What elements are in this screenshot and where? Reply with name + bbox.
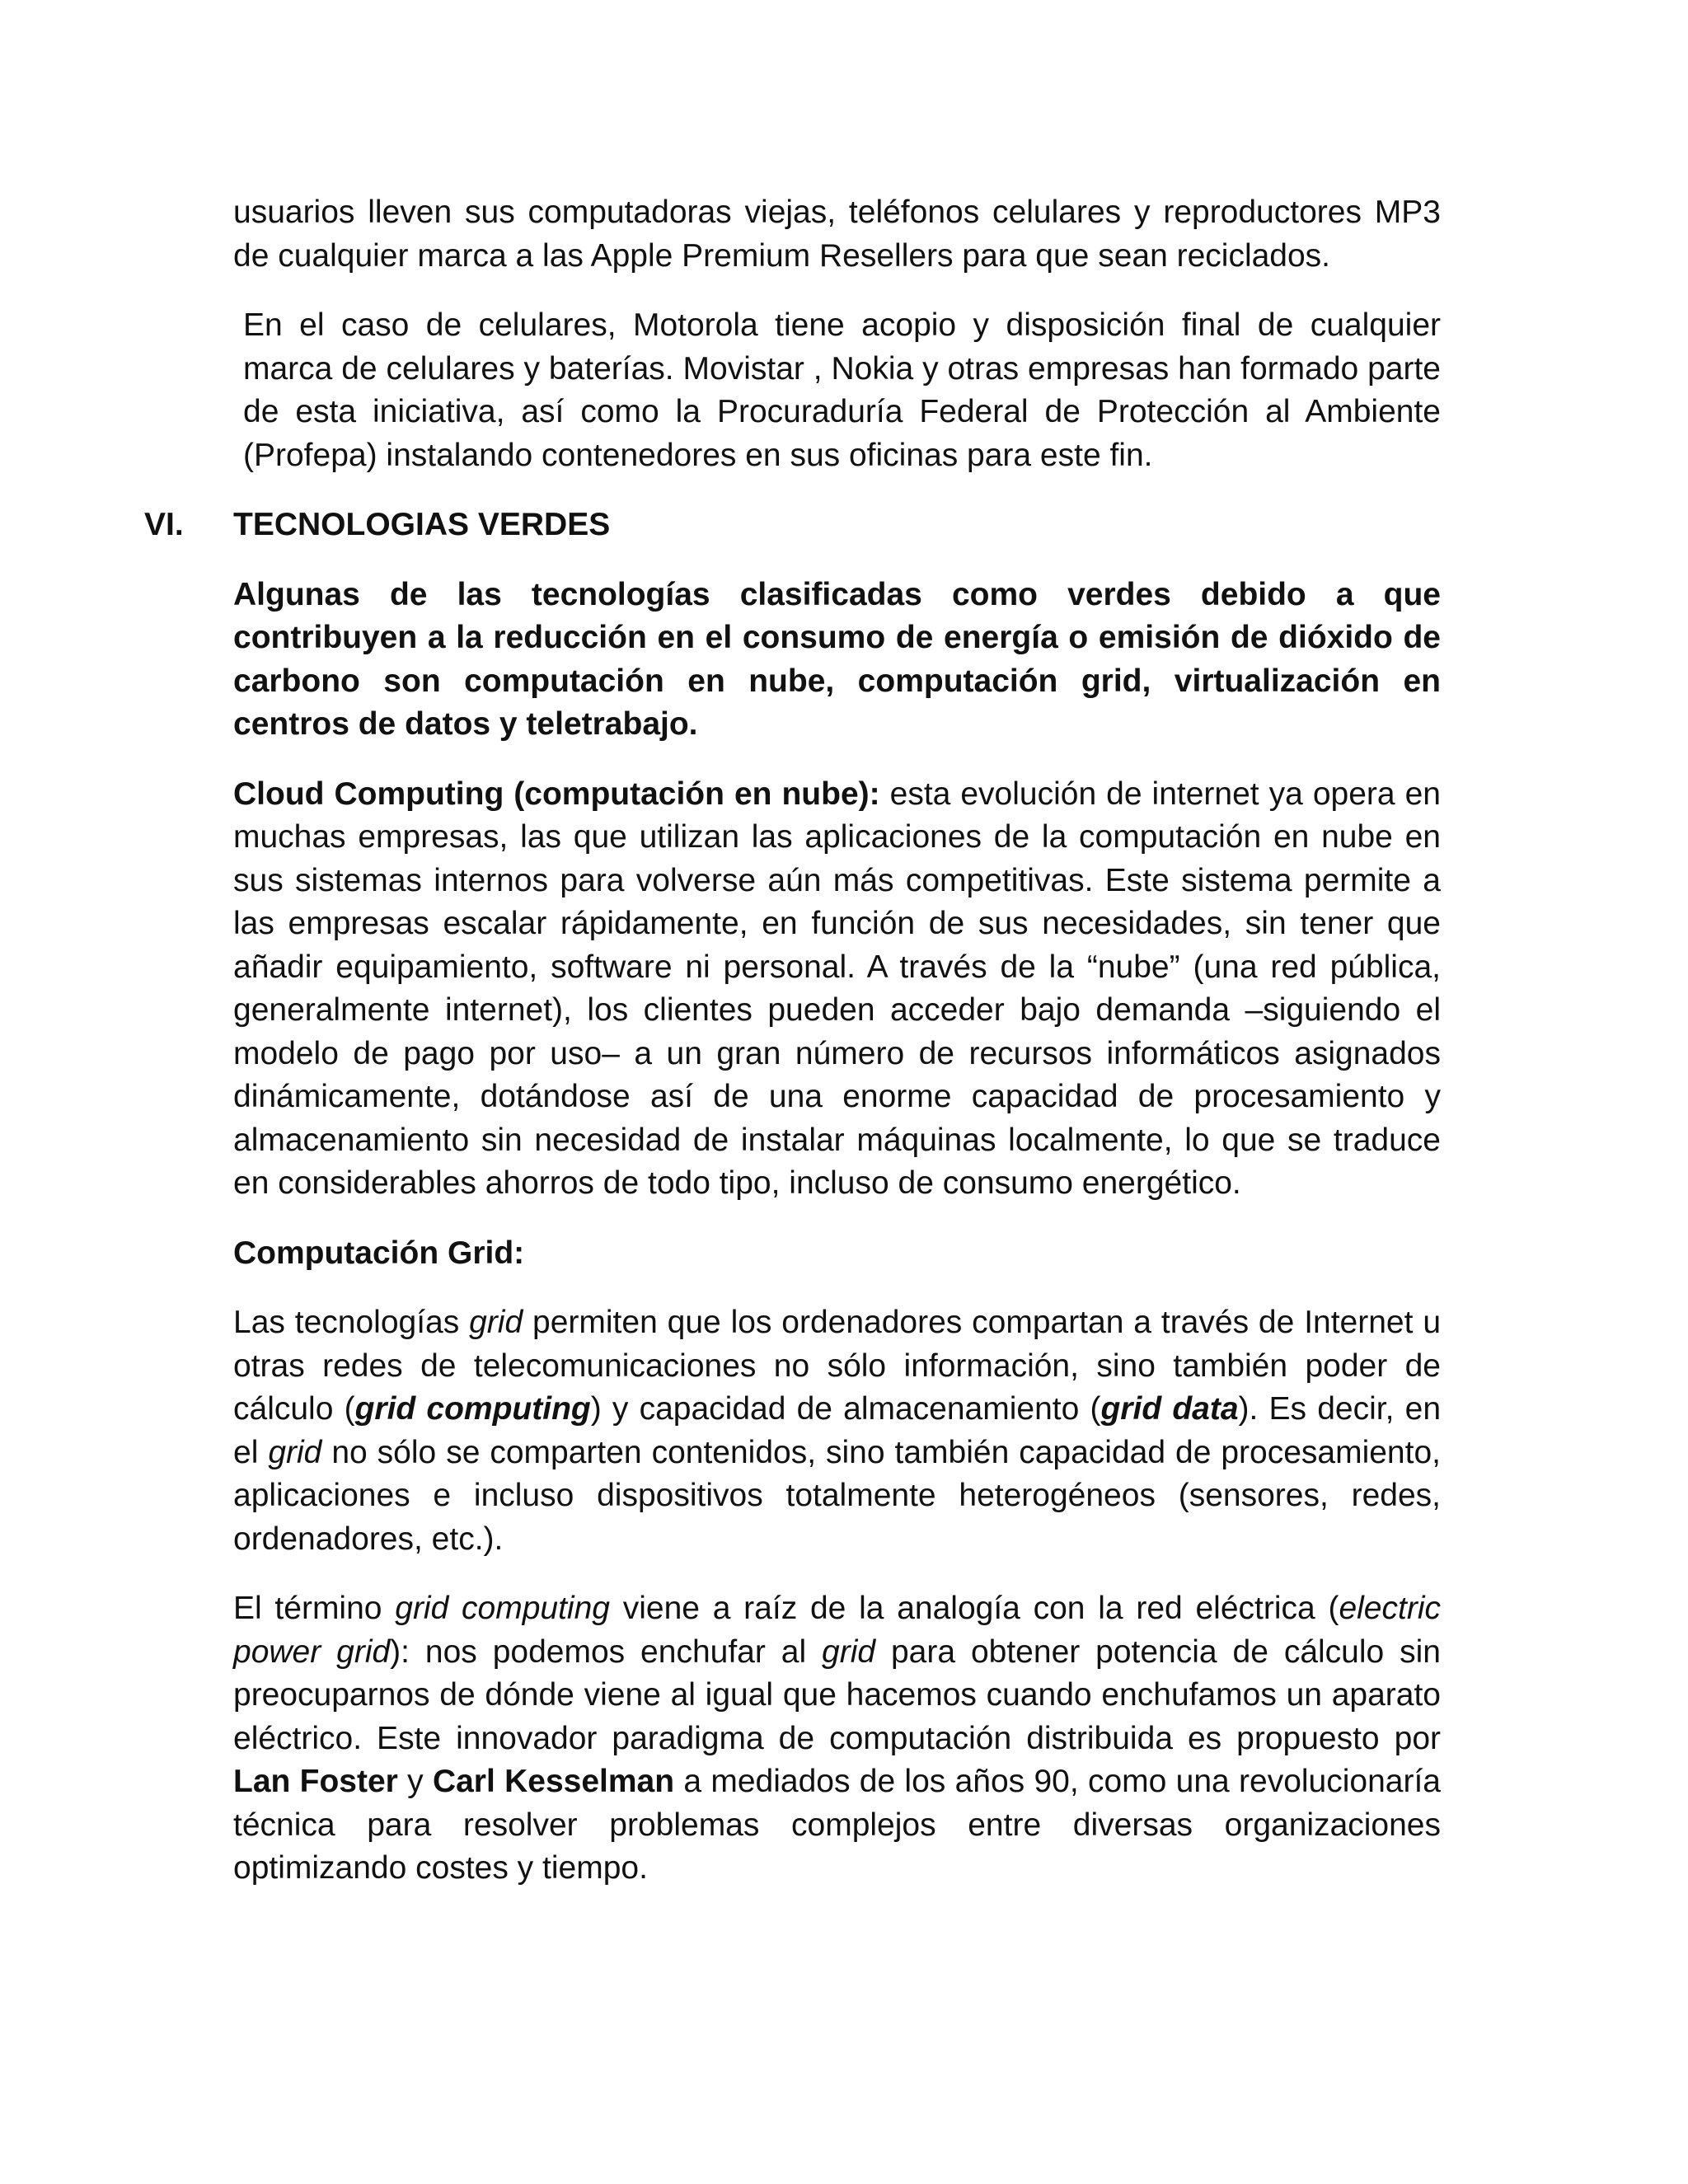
text-run: para obtener potencia de cálculo sin preocuparnos de dónde viene al igual que hacemos cuando enchufamos un aparato eléctrico. Este innovador paradigma de computación distribuida es propuesto por	[233, 1633, 1441, 1756]
italic-run: grid computing	[395, 1591, 610, 1626]
cloud-computing-paragraph	[233, 773, 1441, 1206]
cloud-computing-body: esta evolución de internet ya opera en muchas empresas, las que utilizan las aplicaciones de la computación en nube en sus sistemas internos para volverse aún más competitivas. Este sistema permite a las empresas escalar rápidamente, en función de sus necesidades, sin tener que añadir equipamiento, software ni personal. A través de la “nube” (una red pública, generalmente internet), los clientes pueden acceder bajo demanda –siguiendo el modelo de pago por uso– a un gran número de recursos informáticos asignados dinámicamente, dotándose así de una enorme capacidad de procesamiento y almacenamiento sin necesidad de instalar máquinas localmente, lo que se traduce en considerables ahorros de todo tipo, incluso de consumo energético.	[233, 776, 1441, 1201]
author-name: Carl Kesselman	[432, 1764, 675, 1799]
author-name: Lan Foster	[233, 1764, 398, 1799]
grid-paragraph-2	[233, 1587, 1441, 1891]
grid-paragraph-1	[233, 1301, 1441, 1561]
cellphones-paragraph: En el caso de celulares, Motorola tiene acopio y disposición final de cualquier marca de celulares y baterías. Movistar , Nokia y otras empresas han formado parte de esta iniciativa, así como la Procuraduría Federal de Protección al Ambiente (Profepa) instalando contenedores en sus oficinas para este fin.	[243, 307, 1441, 473]
section-title: TECNOLOGIAS VERDES	[233, 507, 611, 542]
italic-run: grid	[469, 1305, 523, 1340]
document-body	[144, 191, 1442, 1917]
cloud-computing-lead: Cloud Computing (computación en nube):	[233, 776, 880, 812]
bold-italic-run: grid computing	[354, 1391, 591, 1427]
text-run: El término	[233, 1591, 396, 1626]
italic-run: grid	[268, 1434, 322, 1470]
text-run: permiten que los ordenadores compartan a través de Internet u otras redes de telecomunicaciones no sólo información, sino también poder de cálculo (	[233, 1305, 1442, 1427]
text-run: no sólo se comparten contenidos, sino también capacidad de procesamiento, aplicaciones e incluso dispositivos totalmente heterogéneos (sensores, redes, ordenadores, etc.).	[233, 1434, 1441, 1557]
section-number: VI.	[144, 507, 184, 542]
italic-run: grid	[822, 1633, 876, 1670]
section-heading	[144, 504, 1441, 547]
text-run: ) y capacidad de almacenamiento (	[590, 1391, 1101, 1427]
grid-heading: Computación Grid:	[233, 1235, 525, 1271]
intro-paragraph: usuarios lleven sus computadoras viejas, teléfonos celulares y reproductores MP3 de cualquier marca a las Apple Premium Resellers para que sean reciclados.	[233, 194, 1441, 274]
text-run: y	[397, 1764, 433, 1799]
text-run: viene a raíz de la analogía con la red eléctrica (	[609, 1591, 1339, 1626]
italic-run: electric power grid	[233, 1591, 1441, 1670]
text-run: Las tecnologías	[233, 1305, 470, 1340]
green-tech-summary: Algunas de las tecnologías clasificadas como verdes debido a que contribuyen a la reducción en el consumo de energía o emisión de dióxido de carbono son computación en nube, computación grid, virtualización en centros de datos y teletrabajo.	[233, 576, 1441, 742]
bold-italic-run: grid data	[1100, 1391, 1239, 1427]
text-run: a mediados de los años 90, como una revolucionaría técnica para resolver problemas complejos entre diversas organizaciones optimizando costes y tiempo.	[233, 1764, 1441, 1886]
text-run: ). Es decir, en el	[233, 1391, 1442, 1470]
text-run: ): nos podemos enchufar al	[390, 1633, 823, 1670]
